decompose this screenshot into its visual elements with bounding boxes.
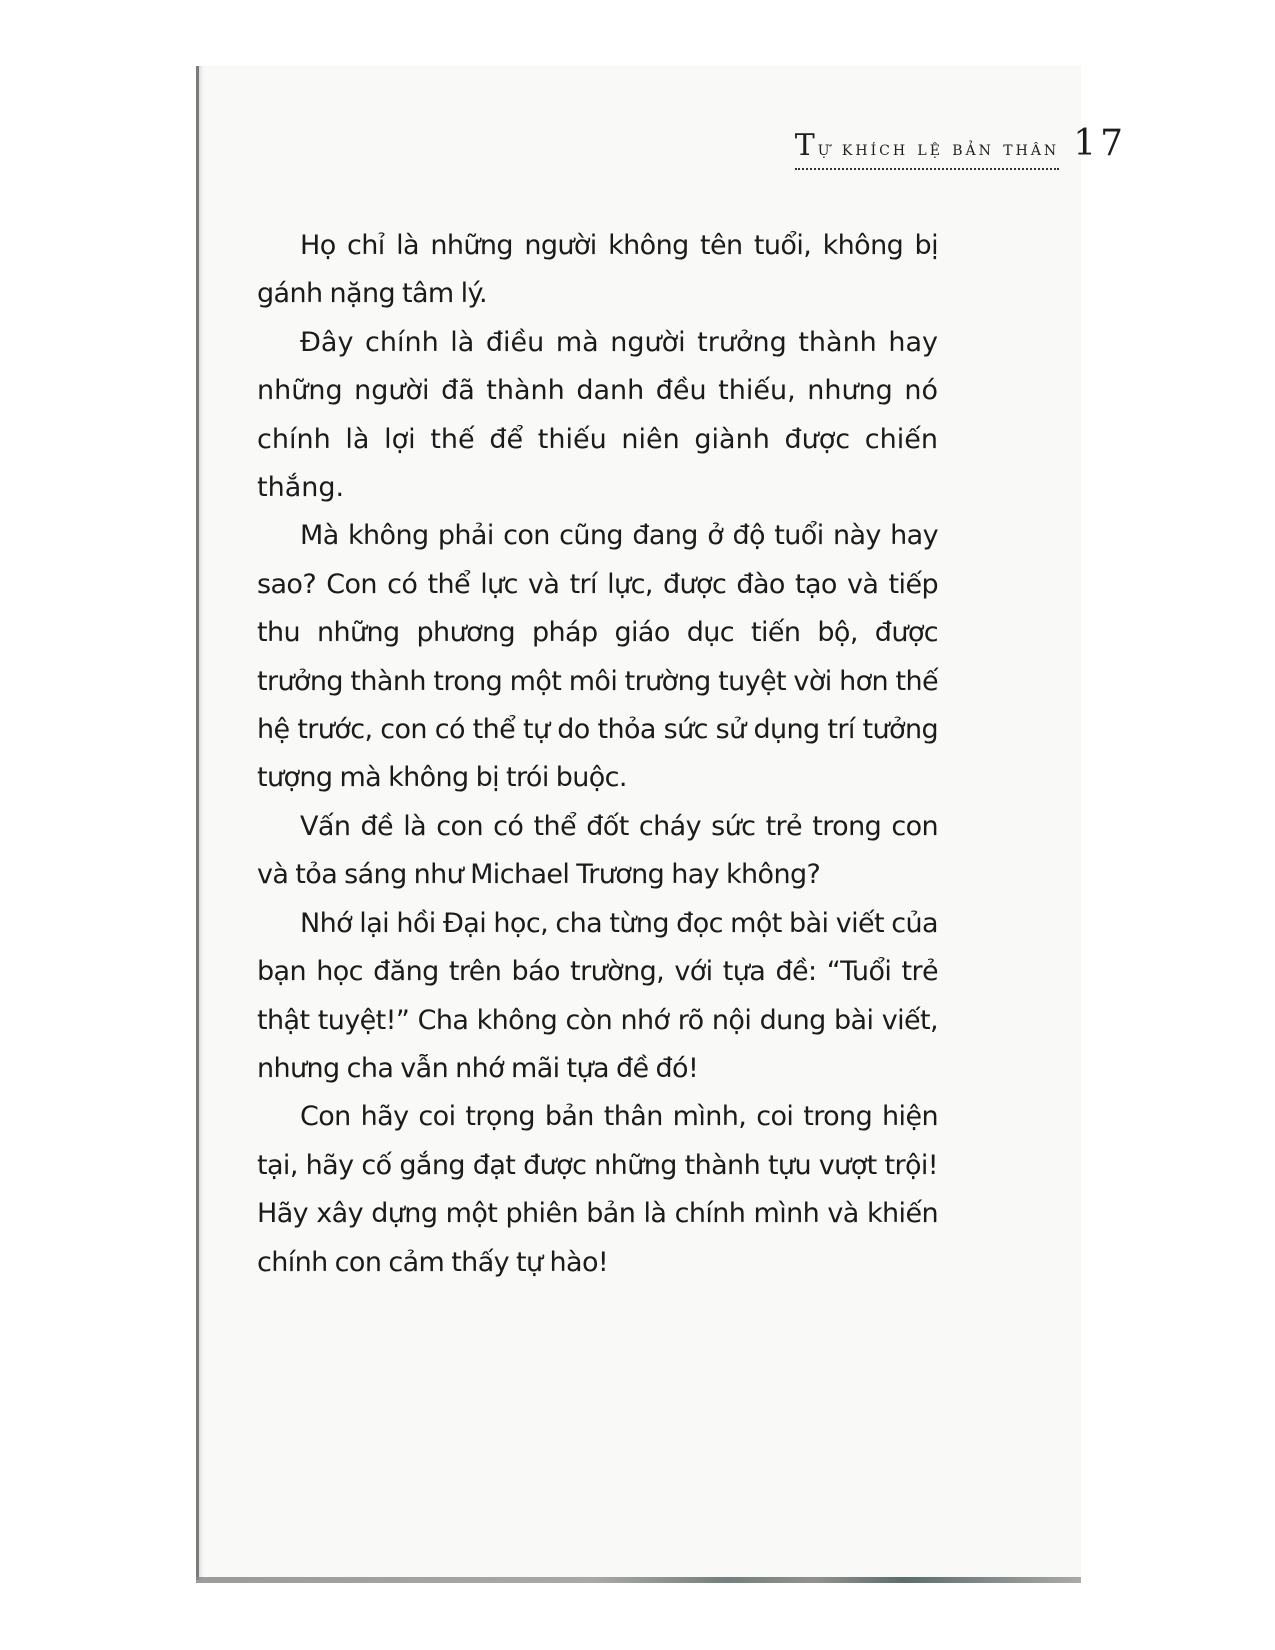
page-number: 17 bbox=[1073, 123, 1127, 164]
running-head bbox=[794, 123, 1127, 170]
paragraph: Con hãy coi trọng bản thân mình, coi trong hiện tại, hãy cố gắng đạt được những thành tựu vượt trội! Hãy xây dựng một phiên bản là chính mình và khiến chính con cảm thấy tự hào! bbox=[257, 1101, 938, 1278]
paragraph: Mà không phải con cũng đang ở độ tuổi này hay sao? Con có thể lực và trí lực, được đào tạo và tiếp thu những phương pháp giáo dục tiến bộ, được trưởng thành trong một môi trường tuyệt vời hơn thế hệ trước, con có thể tự do thỏa sức sử dụng trí tưởng tượng mà không bị trói buộc. bbox=[257, 520, 938, 794]
paragraph: Nhớ lại hồi Đại học, cha từng đọc một bài viết của bạn học đăng trên báo trường, với tựa đề: “Tuổi trẻ thật tuyệt!” Cha không còn nhớ rõ nội dung bài viết, nhưng cha vẫn nhớ mãi tựa đề đó! bbox=[257, 907, 938, 1084]
chapter-title: Tự khích lệ bản thân bbox=[795, 128, 1059, 170]
page-stack-edge bbox=[196, 1577, 1081, 1583]
paragraph: Đây chính là điều mà người trưởng thành hay những người đã thành danh đều thiếu, nhưng nó chính là lợi thế để thiếu niên giành được chiến thắng. bbox=[257, 326, 938, 504]
paragraph: Vấn đề là con có thể đốt cháy sức trẻ trong con và tỏa sáng như Michael Trương hay không? bbox=[257, 810, 938, 891]
paragraph: Họ chỉ là những người không tên tuổi, không bị gánh nặng tâm lý. bbox=[257, 230, 938, 310]
body-text bbox=[257, 222, 938, 1287]
